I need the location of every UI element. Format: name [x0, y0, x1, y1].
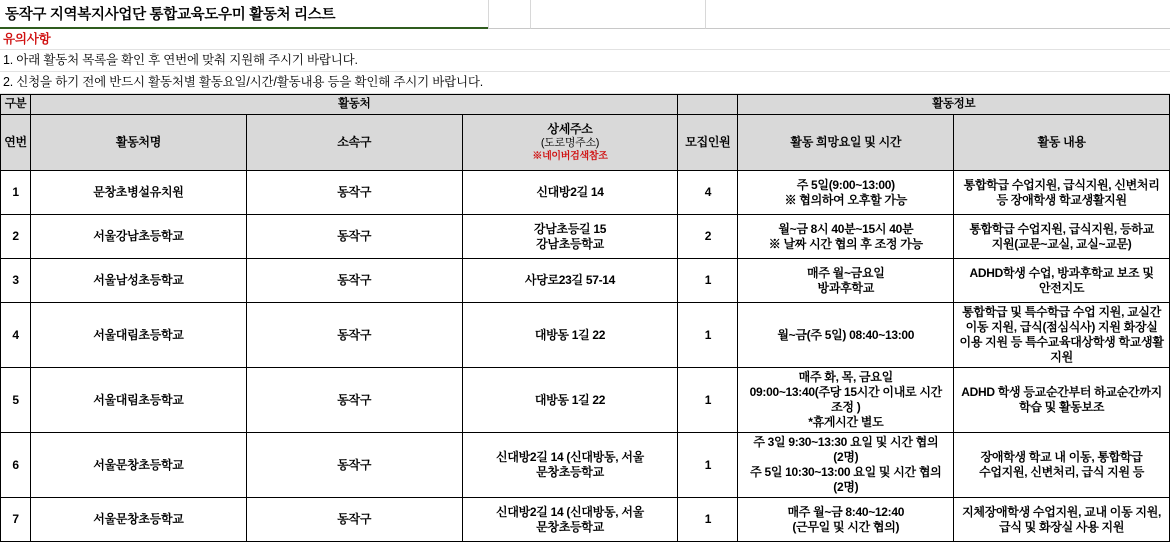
notice-heading: 유의사항	[0, 29, 1170, 50]
notice-line-2: 2. 신청을 하기 전에 반드시 활동처별 활동요일/시간/활동내용 등을 확인해 주시기 바랍니다.	[0, 72, 1170, 94]
cell-no: 7	[1, 498, 31, 542]
cell-no: 1	[1, 171, 31, 215]
table-row	[1, 498, 1170, 542]
table-row	[1, 433, 1170, 498]
cell-activity-name: 서울남성초등학교	[31, 259, 247, 303]
cell-description: 지체장애학생 수업지원, 교내 이동 지원, 급식 및 화장실 사용 지원	[954, 498, 1170, 542]
table-row	[1, 303, 1170, 368]
cell-activity-name: 문창초병설유치원	[31, 171, 247, 215]
cell-activity-name: 서울문창초등학교	[31, 433, 247, 498]
cell-schedule: 매주 월~금 8:40~12:40 (근무일 및 시간 협의)	[738, 498, 954, 542]
column-header-no: 연번	[1, 115, 31, 171]
table-header-row	[1, 115, 1170, 171]
cell-no: 4	[1, 303, 31, 368]
table-row	[1, 171, 1170, 215]
cell-no: 6	[1, 433, 31, 498]
title-spacer-cell-3	[705, 0, 1170, 29]
column-header-desc: 활동 내용	[954, 115, 1170, 171]
cell-activity-name: 서울대림초등학교	[31, 368, 247, 433]
cell-recruit-count: 1	[678, 433, 738, 498]
cell-no: 3	[1, 259, 31, 303]
cell-description: ADHD학생 수업, 방과후학교 보조 및 안전지도	[954, 259, 1170, 303]
table-row	[1, 368, 1170, 433]
cell-no: 5	[1, 368, 31, 433]
cell-description: 통합학급 및 특수학급 수업 지원, 교실간 이동 지원, 급식(점심식사) 지원 화장실 이용 지원 등 특수교육대상학생 학교생활 지원	[954, 303, 1170, 368]
cell-schedule: 매주 월~금요일 방과후학교	[738, 259, 954, 303]
cell-description: ADHD 학생 등교순간부터 하교순간까지 학습 및 활동보조	[954, 368, 1170, 433]
cell-schedule: 월~금(주 5일) 08:40~13:00	[738, 303, 954, 368]
column-header-address-line2: (도로명주소)	[540, 137, 600, 149]
column-header-address	[462, 115, 678, 171]
title-row	[0, 0, 1170, 29]
cell-recruit-count: 1	[678, 498, 738, 542]
cell-recruit-count: 1	[678, 303, 738, 368]
column-header-address-note: ※네이버검색참조	[532, 151, 608, 162]
cell-activity-name: 서울문창초등학교	[31, 498, 247, 542]
title-spacer-cell-1	[488, 0, 530, 29]
group-header-blank	[678, 95, 738, 115]
column-header-address-line1: 상세주소	[547, 122, 593, 136]
table-body	[1, 171, 1170, 542]
group-header-info: 활동정보	[738, 95, 1170, 115]
cell-activity-name: 서울강남초등학교	[31, 215, 247, 259]
cell-district: 동작구	[246, 259, 462, 303]
cell-schedule: 월~금 8시 40분~15시 40분 ※ 날짜 시간 협의 후 조정 가능	[738, 215, 954, 259]
column-header-count: 모집인원	[678, 115, 738, 171]
cell-district: 동작구	[246, 498, 462, 542]
cell-description: 통합학급 수업지원, 급식지원, 신변처리 등 장애학생 학교생활지원	[954, 171, 1170, 215]
table-row	[1, 259, 1170, 303]
cell-district: 동작구	[246, 433, 462, 498]
cell-no: 2	[1, 215, 31, 259]
cell-recruit-count: 1	[678, 368, 738, 433]
cell-recruit-count: 2	[678, 215, 738, 259]
table-row	[1, 215, 1170, 259]
cell-district: 동작구	[246, 303, 462, 368]
column-header-name: 활동처명	[31, 115, 247, 171]
column-header-dept: 소속구	[246, 115, 462, 171]
notice-line-1: 1. 아래 활동처 목록을 확인 후 연번에 맞춰 지원해 주시기 바랍니다.	[0, 50, 1170, 72]
cell-district: 동작구	[246, 215, 462, 259]
cell-address: 강남초등길 15 강남초등학교	[462, 215, 678, 259]
cell-address: 대방동 1길 22	[462, 368, 678, 433]
column-header-time: 활동 희망요일 및 시간	[738, 115, 954, 171]
notice-block	[0, 29, 1170, 94]
cell-activity-name: 서울대림초등학교	[31, 303, 247, 368]
cell-district: 동작구	[246, 171, 462, 215]
group-header-no: 구분	[1, 95, 31, 115]
cell-address: 사당로23길 57-14	[462, 259, 678, 303]
cell-address: 대방동 1길 22	[462, 303, 678, 368]
cell-schedule: 매주 화, 목, 금요일 09:00~13:40(주당 15시간 이내로 시간 조정 ) *휴게시간 별도	[738, 368, 954, 433]
cell-address: 신대방2길 14 (신대방동, 서울 문창초등학교	[462, 433, 678, 498]
cell-description: 장애학생 학교 내 이동, 통합학급 수업지원, 신변처리, 급식 지원 등	[954, 433, 1170, 498]
cell-recruit-count: 4	[678, 171, 738, 215]
cell-address: 신대방2길 14	[462, 171, 678, 215]
table-group-header-row	[1, 95, 1170, 115]
cell-district: 동작구	[246, 368, 462, 433]
page-title: 동작구 지역복지사업단 통합교육도우미 활동처 리스트	[0, 0, 488, 29]
title-spacer-cell-2	[530, 0, 705, 29]
group-header-place: 활동처	[31, 95, 678, 115]
activity-list-table	[0, 94, 1170, 542]
cell-schedule: 주 5일(9:00~13:00) ※ 협의하여 오후할 가능	[738, 171, 954, 215]
cell-description: 통합학급 수업지원, 급식지원, 등하교 지원(교문~교실, 교실~교문)	[954, 215, 1170, 259]
cell-address: 신대방2길 14 (신대방동, 서울 문창초등학교	[462, 498, 678, 542]
cell-recruit-count: 1	[678, 259, 738, 303]
cell-schedule: 주 3일 9:30~13:30 요일 및 시간 협의(2명) 주 5일 10:30~13:00 요일 및 시간 협의(2명)	[738, 433, 954, 498]
